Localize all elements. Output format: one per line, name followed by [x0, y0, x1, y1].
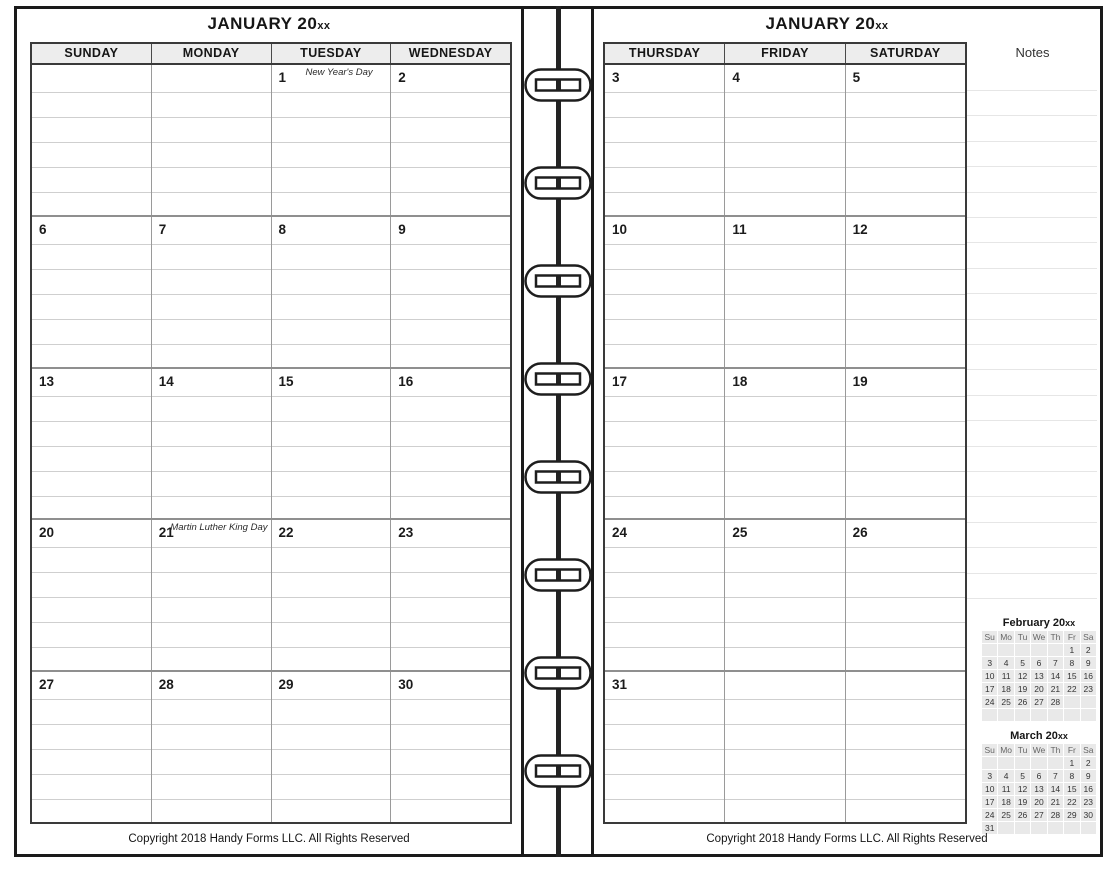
day-cell: [152, 520, 272, 670]
mini-calendar-day-cell: 22: [1064, 796, 1079, 808]
notes-rule-line: [967, 166, 1097, 167]
notes-rule-line: [967, 293, 1097, 294]
day-number: 27: [39, 677, 55, 693]
mini-calendar-day-cell: 3: [982, 657, 997, 669]
day-cell: [152, 217, 272, 367]
day-number: 21: [158, 525, 174, 541]
day-cell: [152, 672, 272, 822]
mini-calendar-day-cell: 23: [1081, 683, 1096, 695]
binder-ring-icon: [524, 68, 592, 102]
weekday-header-row-left: [32, 44, 510, 63]
page-title-left: [17, 14, 521, 34]
mini-calendar-day-cell: [1048, 644, 1063, 656]
day-number: 13: [39, 373, 55, 389]
mini-calendar-dow-cell: Sa: [1081, 631, 1096, 643]
weekday-header-cell: FRIDAY: [725, 44, 845, 63]
weeks-right: [605, 63, 965, 822]
week-cells: [32, 217, 510, 367]
day-number: 20: [39, 525, 55, 541]
mini-calendar-day-cell: [1048, 757, 1063, 769]
day-cell: [152, 369, 272, 519]
notes-rule-line: [967, 141, 1097, 142]
mini-calendar-day-cell: 24: [982, 696, 997, 708]
mini-calendar-day-cell: 11: [998, 670, 1013, 682]
mini-calendar-day-cell: 10: [982, 670, 997, 682]
mini-calendar-day-cell: 6: [1031, 770, 1046, 782]
day-number: 5: [852, 70, 861, 85]
day-number: 14: [158, 373, 174, 389]
mini-calendar-day-cell: 2: [1081, 757, 1096, 769]
mini-calendar-day-cell: 31: [982, 822, 997, 834]
week-row: [32, 63, 510, 215]
day-cell: [152, 65, 272, 215]
mini-calendar-day-cell: 25: [998, 809, 1013, 821]
mini-calendar-day-cell: 26: [1015, 809, 1030, 821]
mini-calendar-title-month: February 20: [1002, 617, 1066, 629]
mini-calendar-day-cell: 19: [1015, 683, 1030, 695]
holiday-label: Martin Luther King Day: [170, 522, 268, 534]
copyright-right: Copyright 2018 Handy Forms LLC. All Rights Reserved: [706, 833, 988, 845]
weekday-header-cell: TUESDAY: [272, 44, 392, 63]
mini-calendar-day-cell: 17: [982, 683, 997, 695]
mini-calendar-day-cell: 2: [1081, 644, 1096, 656]
mini-calendar-day-cell: [982, 709, 997, 721]
mini-calendar-grid: [982, 744, 1096, 834]
week-cells: [32, 672, 510, 822]
mini-calendar-february: [982, 617, 1096, 721]
day-cell: [605, 672, 725, 822]
calendar-grid-left: [30, 42, 512, 824]
day-cell: [846, 369, 965, 519]
mini-calendar-day-cell: 14: [1048, 670, 1063, 682]
mini-calendar-day-cell: [1081, 696, 1096, 708]
day-number: 12: [852, 221, 868, 237]
mini-calendar-day-cell: 1: [1064, 757, 1079, 769]
binder-ring-icon: [524, 460, 592, 494]
week-cells: [605, 520, 965, 670]
mini-calendar-day-cell: 6: [1031, 657, 1046, 669]
mini-calendar-day-cell: 5: [1015, 770, 1030, 782]
mini-calendar-dow-cell: Sa: [1081, 744, 1096, 756]
page-title-right-year-suffix: xx: [875, 20, 889, 32]
day-cell: [846, 520, 965, 670]
mini-calendar-day-cell: [1048, 709, 1063, 721]
day-number: 17: [612, 373, 628, 389]
day-cell: [391, 369, 510, 519]
mini-calendar-dow-cell: We: [1032, 745, 1046, 755]
mini-calendar-day-cell: [1081, 709, 1096, 721]
day-number: 29: [278, 677, 294, 693]
day-cell: [272, 217, 392, 367]
mini-calendar-day-cell: [1064, 696, 1079, 708]
day-cell: [725, 65, 845, 215]
mini-calendar-dow-cell: Th: [1048, 631, 1063, 643]
mini-calendar-dow-cell: Tu: [1015, 744, 1030, 756]
mini-calendar-day-cell: 12: [1015, 783, 1030, 795]
week-row: [605, 670, 965, 822]
mini-calendar-day-cell: [982, 757, 997, 769]
week-cells: [32, 520, 510, 670]
binder-ring-icon: [524, 656, 592, 690]
day-cell: [605, 65, 725, 215]
day-number: 3: [612, 70, 620, 85]
mini-calendar-day-cell: 13: [1031, 783, 1046, 795]
mini-calendar-day-cell: 11: [998, 783, 1013, 795]
mini-calendar-day-cell: 27: [1031, 696, 1046, 708]
notes-rule-line: [967, 522, 1097, 523]
day-cell: [32, 672, 152, 822]
holiday-label: New Year's Day: [305, 67, 373, 78]
mini-calendar-dow-cell: Su: [982, 631, 997, 643]
week-row: [605, 63, 965, 215]
mini-calendar-day-cell: 28: [1048, 696, 1063, 708]
day-cell: [391, 65, 510, 215]
notes-column-label: Notes: [1015, 45, 1050, 60]
calendar-grid-right: [603, 42, 967, 824]
mini-calendar-day-cell: 16: [1081, 670, 1096, 682]
day-cell: [391, 217, 510, 367]
day-number: 18: [732, 373, 748, 389]
mini-calendar-day-cell: 17: [982, 796, 997, 808]
mini-calendar-day-cell: 20: [1031, 683, 1046, 695]
mini-calendar-day-cell: 12: [1015, 670, 1030, 682]
mini-calendar-day-cell: 28: [1048, 809, 1063, 821]
notes-rule-line: [967, 192, 1097, 193]
mini-calendar-title: [982, 730, 1096, 743]
day-number: 23: [398, 525, 414, 541]
binder-ring-icon: [524, 264, 592, 298]
notes-rule-line: [967, 420, 1097, 421]
week-cells: [605, 672, 965, 822]
day-number: 25: [732, 525, 748, 541]
day-cell: [605, 217, 725, 367]
day-number: 4: [732, 70, 740, 85]
mini-calendar-day-cell: [998, 709, 1013, 721]
weekday-header-cell: WEDNESDAY: [408, 46, 493, 60]
day-cell: [605, 369, 725, 519]
week-row: [605, 367, 965, 519]
mini-calendar-dow-cell: Fr: [1064, 744, 1079, 756]
day-number: 22: [278, 525, 294, 541]
mini-calendar-day-cell: [1064, 709, 1079, 721]
weekday-header-cell: THURSDAY: [605, 44, 725, 63]
mini-calendar-day-cell: [982, 644, 997, 656]
day-number: 9: [398, 221, 406, 237]
day-cell: [32, 217, 152, 367]
mini-calendar-day-cell: 26: [1015, 696, 1030, 708]
mini-calendar-day-cell: 1: [1064, 644, 1079, 656]
mini-calendar-title-suffix: xx: [1065, 618, 1076, 628]
day-number: 10: [612, 221, 628, 237]
notes-rule-line: [967, 268, 1097, 269]
mini-calendar-day-cell: 7: [1048, 770, 1063, 782]
mini-calendar-day-cell: 16: [1081, 783, 1096, 795]
week-row: [605, 215, 965, 367]
mini-calendar-day-cell: 19: [1015, 796, 1030, 808]
day-number: 24: [612, 525, 628, 541]
notes-rule-line: [967, 573, 1097, 574]
week-cells: [32, 369, 510, 519]
right-page: [591, 6, 1103, 857]
day-number: 28: [158, 677, 174, 693]
weekday-header-row-right: [605, 44, 965, 63]
day-number: 16: [398, 373, 414, 389]
mini-calendar-day-cell: [1031, 644, 1046, 656]
week-cells: [32, 65, 510, 215]
day-cell: [272, 65, 392, 215]
mini-calendar-title-suffix: xx: [1057, 731, 1068, 741]
mini-calendar-day-cell: 15: [1064, 670, 1079, 682]
day-cell: [846, 672, 965, 822]
day-cell: [605, 520, 725, 670]
notes-rule-line: [967, 446, 1097, 447]
week-row: [32, 518, 510, 670]
day-cell: [725, 520, 845, 670]
day-cell: [32, 520, 152, 670]
mini-calendar-title-month: March 20: [1010, 730, 1058, 742]
weeks-left: [32, 63, 510, 822]
day-number: 6: [39, 221, 47, 237]
page-title-left-month: JANUARY 20: [207, 14, 318, 33]
mini-calendar-day-cell: 8: [1064, 770, 1079, 782]
binder-ring-icon: [524, 166, 592, 200]
mini-calendar-day-cell: 9: [1081, 770, 1096, 782]
day-number: 2: [398, 70, 406, 85]
mini-calendar-day-cell: 5: [1015, 657, 1030, 669]
mini-calendar-day-cell: [1015, 644, 1030, 656]
mini-calendar-day-cell: 25: [998, 696, 1013, 708]
mini-calendar-day-cell: 8: [1064, 657, 1079, 669]
weekday-header-cell: SATURDAY: [870, 46, 941, 60]
notes-rule-line: [967, 369, 1097, 370]
day-number: 8: [278, 221, 287, 237]
day-number: 19: [852, 373, 868, 389]
mini-calendar-grid: [982, 631, 1096, 721]
copyright-left: Copyright 2018 Handy Forms LLC. All Rights Reserved: [128, 833, 410, 845]
notes-rule-line: [967, 547, 1097, 548]
day-cell: [725, 217, 845, 367]
mini-calendar-day-cell: [1031, 757, 1046, 769]
day-number: 11: [732, 221, 747, 237]
day-cell: [32, 369, 152, 519]
week-row: [32, 367, 510, 519]
day-number: 15: [278, 373, 294, 389]
mini-calendar-day-cell: [1015, 757, 1030, 769]
mini-calendar-day-cell: 15: [1064, 783, 1079, 795]
notes-rule-line: [967, 471, 1097, 472]
page-title-right: [594, 14, 1060, 34]
mini-calendar-day-cell: 3: [982, 770, 997, 782]
notes-rule-line: [967, 242, 1097, 243]
notes-rule-line: [967, 90, 1097, 91]
mini-calendar-day-cell: 20: [1031, 796, 1046, 808]
binder-ring-icon: [524, 558, 592, 592]
mini-calendar-day-cell: 10: [982, 783, 997, 795]
mini-calendar-day-cell: 13: [1031, 670, 1046, 682]
mini-calendar-dow-cell: Mo: [1000, 745, 1013, 755]
page-title-right-month: JANUARY 20: [765, 14, 876, 33]
notes-rule-line: [967, 319, 1097, 320]
left-page: [14, 6, 524, 857]
day-cell: [391, 520, 510, 670]
day-number: 30: [398, 677, 414, 693]
notes-rule-line: [967, 115, 1097, 116]
day-number: 31: [612, 677, 628, 693]
binder-ring-icon: [524, 362, 592, 396]
day-cell: [846, 65, 965, 215]
mini-calendar-dow-cell: Su: [982, 744, 997, 756]
day-cell: [725, 672, 845, 822]
week-row: [32, 215, 510, 367]
mini-calendar-day-cell: [998, 757, 1013, 769]
notes-rule-line: [967, 395, 1097, 396]
weekday-header-cell: MONDAY: [152, 44, 272, 63]
week-row: [605, 518, 965, 670]
mini-calendar-day-cell: 29: [1064, 809, 1079, 821]
mini-calendar-day-cell: 30: [1081, 809, 1096, 821]
mini-calendar-day-cell: [998, 644, 1013, 656]
mini-calendar-day-cell: 18: [998, 796, 1013, 808]
mini-calendar-dow-cell: Th: [1048, 744, 1063, 756]
day-cell: [272, 369, 392, 519]
notes-rule-line: [967, 598, 1097, 599]
week-row: [32, 670, 510, 822]
binder-spine: [556, 6, 561, 857]
mini-calendar-dow-cell: Fr: [1064, 631, 1079, 643]
mini-calendar-day-cell: 24: [982, 809, 997, 821]
mini-calendar-day-cell: 4: [998, 770, 1013, 782]
day-cell: [272, 520, 392, 670]
mini-calendar-dow-cell: Tu: [1015, 631, 1030, 643]
day-number: 1: [278, 70, 287, 85]
day-cell: [846, 217, 965, 367]
day-cell: [272, 672, 392, 822]
day-number: 26: [852, 525, 868, 541]
mini-calendar-day-cell: 9: [1081, 657, 1096, 669]
binder-ring-icon: [524, 754, 592, 788]
mini-calendar-day-cell: 23: [1081, 796, 1096, 808]
mini-calendar-march: [982, 730, 1096, 834]
mini-calendar-dow-cell: Mo: [1000, 632, 1013, 642]
mini-calendar-dow-cell: We: [1032, 632, 1046, 642]
mini-calendar-day-cell: 21: [1048, 683, 1063, 695]
mini-calendar-day-cell: 4: [998, 657, 1013, 669]
week-cells: [605, 217, 965, 367]
mini-calendar-day-cell: [1031, 709, 1046, 721]
week-cells: [605, 65, 965, 215]
day-cell: [32, 65, 152, 215]
mini-calendar-day-cell: 14: [1048, 783, 1063, 795]
mini-calendar-day-cell: [1015, 709, 1030, 721]
page-title-left-year-suffix: xx: [317, 20, 331, 32]
notes-rule-line: [967, 496, 1097, 497]
notes-rule-line: [967, 344, 1097, 345]
mini-calendar-day-cell: 18: [998, 683, 1013, 695]
weekday-header-cell: SUNDAY: [32, 44, 152, 63]
mini-calendar-day-cell: 22: [1064, 683, 1079, 695]
day-cell: [391, 672, 510, 822]
mini-calendar-title: [982, 617, 1096, 630]
mini-calendar-day-cell: 7: [1048, 657, 1063, 669]
day-number: 7: [158, 221, 167, 237]
mini-calendar-day-cell: 21: [1048, 796, 1063, 808]
week-cells: [605, 369, 965, 519]
day-cell: [725, 369, 845, 519]
mini-calendar-day-cell: 27: [1031, 809, 1046, 821]
notes-rule-line: [967, 217, 1097, 218]
